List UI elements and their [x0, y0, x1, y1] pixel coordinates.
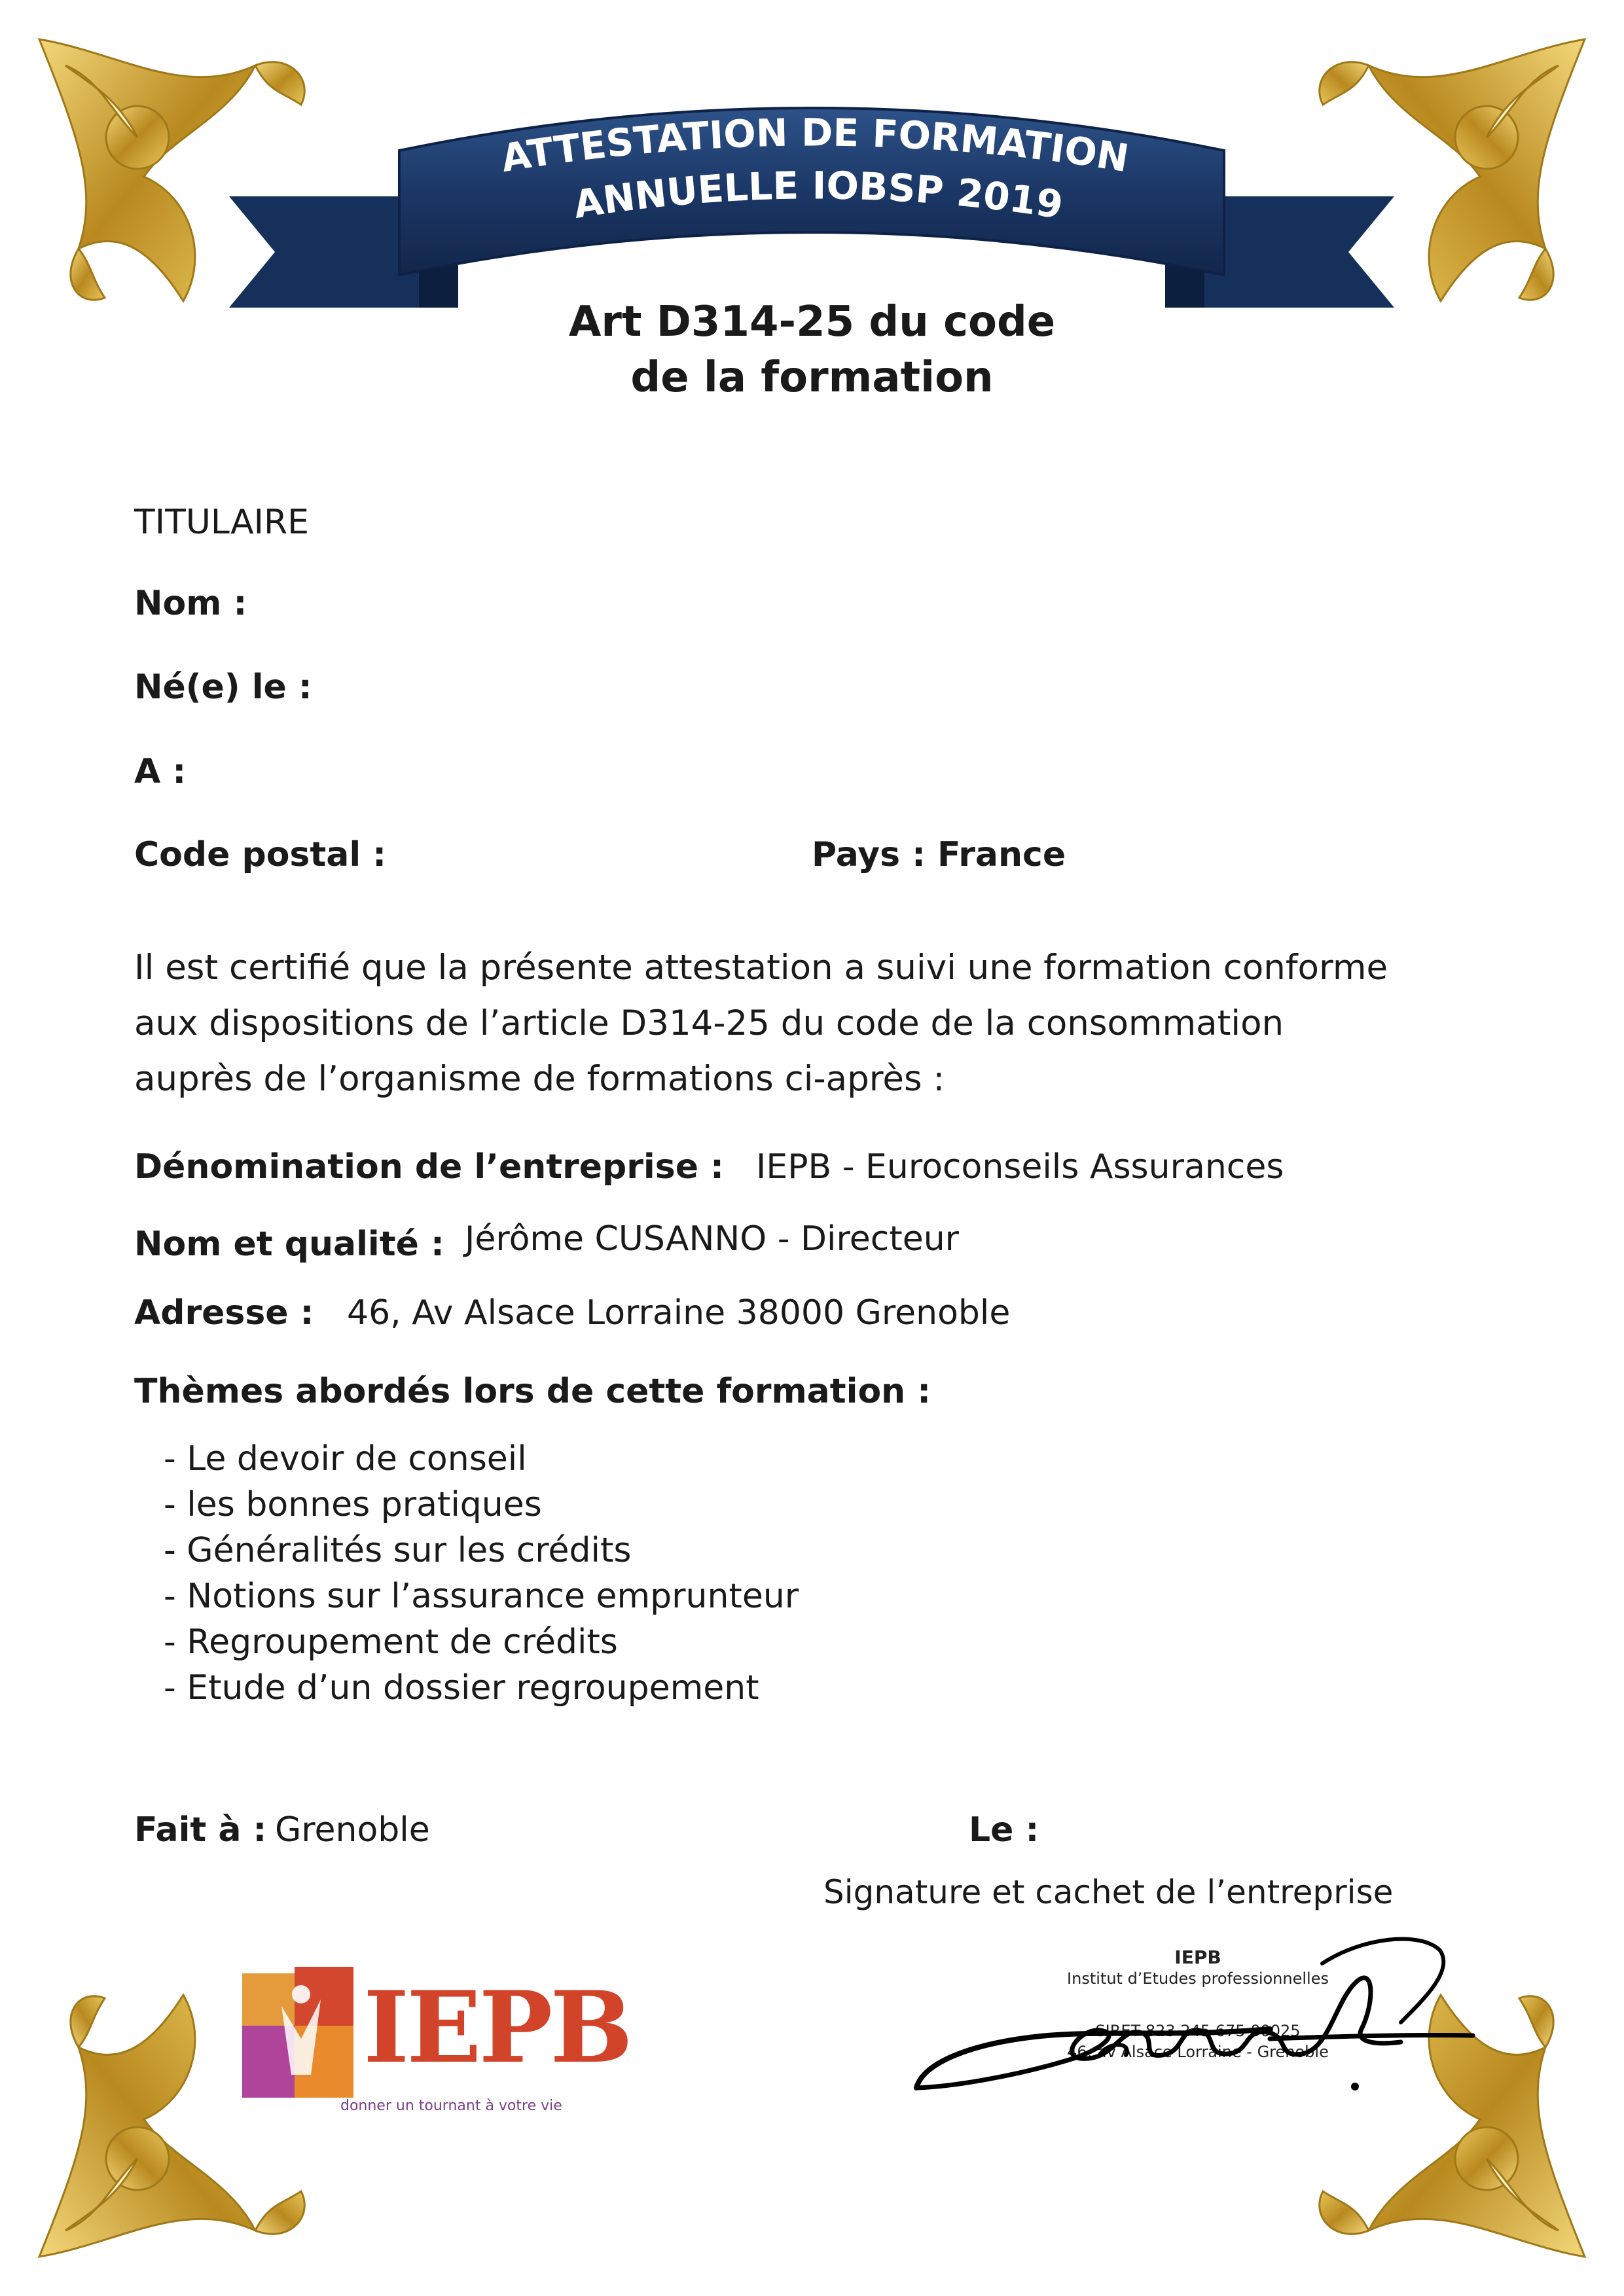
logo-tagline: donner un tournant à votre vie [340, 2098, 562, 2114]
name-label: Nom : [134, 584, 247, 623]
theme-item: - Le devoir de conseil [164, 1439, 527, 1479]
banner-title-line2: ANNUELLE IOBSP 2019 [570, 163, 1066, 228]
banner-title-line1: ATTESTATION DE FORMATION [497, 110, 1132, 181]
theme-item: - Etude d’un dossier regroupement [164, 1668, 759, 1708]
stamp-line2: Institut d’Etudes professionnelles [1067, 1969, 1329, 1988]
subtitle-line1: Art D314-25 du code [568, 298, 1056, 346]
company-name-label: Dénomination de l’entreprise : [134, 1147, 724, 1187]
date-label: Le : [969, 1810, 1039, 1850]
certification-line2: aux dispositions de l’article D314-25 du code de la consommation [134, 1003, 1284, 1043]
themes-heading: Thèmes abordés lors de cette formation : [134, 1372, 931, 1411]
subtitle-line2: de la formation [630, 353, 994, 402]
stamp-line4: 46, av Alsace Lorraine - Grenoble [1067, 2043, 1329, 2061]
theme-item: - Notions sur l’assurance emprunteur [164, 1577, 799, 1616]
signature-caption: Signature et cachet de l’entreprise [823, 1873, 1394, 1911]
place-label: Fait à : [134, 1810, 267, 1850]
logo-mark-icon [236, 1960, 367, 2104]
stamp-line1: IEPB [1174, 1946, 1221, 1968]
holder-heading: TITULAIRE [134, 503, 309, 542]
address-value: 46, Av Alsace Lorraine 38000 Grenoble [347, 1293, 1011, 1333]
certification-line1: Il est certifié que la présente attestation a suivi une formation conforme [134, 948, 1388, 988]
country-label: Pays : France [812, 835, 1066, 874]
certification-line3: auprès de l’organisme de formations ci-après : [134, 1059, 945, 1099]
representative-value: Jérôme CUSANNO - Directeur [465, 1219, 960, 1259]
birth-place-label: A : [134, 752, 187, 791]
theme-item: - Regroupement de crédits [164, 1623, 618, 1662]
theme-item: - les bonnes pratiques [164, 1485, 542, 1524]
logo-text: IEPB [363, 1970, 631, 2085]
address-label: Adresse : [134, 1293, 314, 1333]
postal-code-label: Code postal : [134, 835, 387, 874]
banner-ribbon [229, 108, 1394, 308]
birth-date-label: Né(e) le : [134, 668, 312, 707]
handwritten-signature [903, 1924, 1479, 2094]
company-name-value: IEPB - Euroconseils Assurances [756, 1147, 1284, 1187]
theme-item: - Généralités sur les crédits [164, 1531, 632, 1570]
iepb-logo [236, 1960, 631, 2117]
representative-label: Nom et qualité : [134, 1225, 444, 1264]
stamp-line3: SIRET 823 245 675 00025 [1095, 2022, 1301, 2040]
place-value: Grenoble [275, 1810, 430, 1850]
